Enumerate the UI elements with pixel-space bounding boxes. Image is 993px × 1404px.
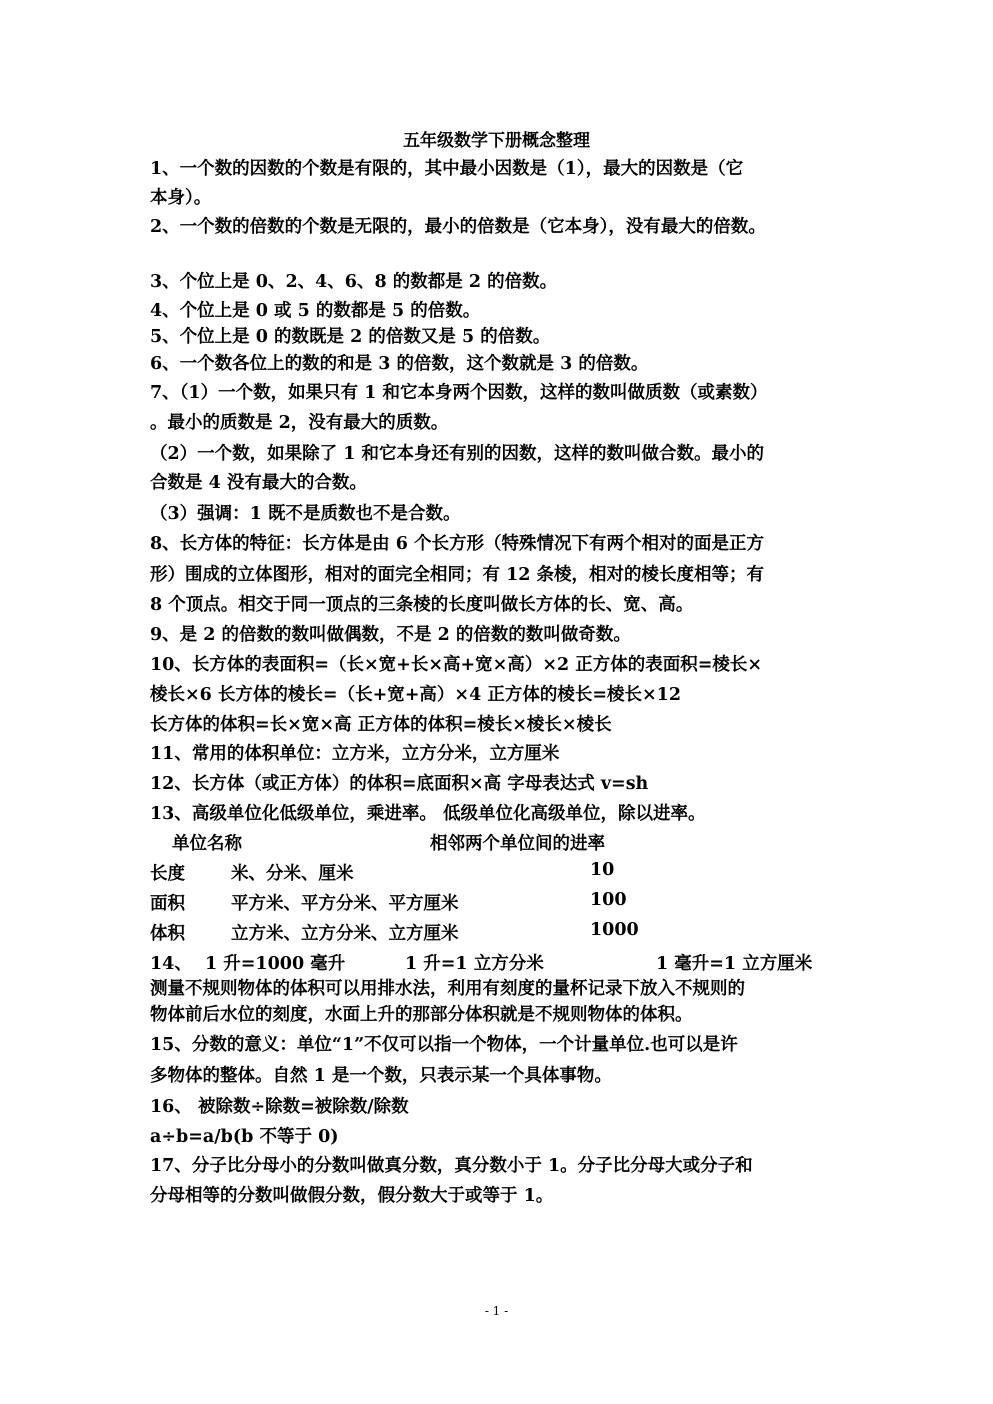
text-line: 。最小的质数是 2，没有最大的质数。 <box>150 413 449 433</box>
table-cell-kind: 长度 <box>150 864 185 884</box>
table-cell-units: 米、分米、厘米 <box>231 864 354 884</box>
text-line: 棱长×6 长方体的棱长=（长+宽+高）×4 正方体的棱长=棱长×12 <box>150 685 682 705</box>
text-line: 17、分子比分母小的分数叫做真分数，真分数小于 1。分子比分母大或分子和 <box>150 1156 753 1176</box>
text-line: 测量不规则物体的体积可以用排水法，利用有刻度的量杯记录下放入不规则的 <box>150 979 745 999</box>
text-line: 8 个顶点。相交于同一顶点的三条棱的长度叫做长方体的长、宽、高。 <box>150 595 694 615</box>
text-line: 10、长方体的表面积=（长×宽+长×高+宽×高）×2 正方体的表面积=棱长× <box>150 655 763 675</box>
text-line: 13、高级单位化低级单位，乘进率。 低级单位化高级单位，除以进率。 <box>150 804 706 824</box>
text-line: 5、个位上是 0 的数既是 2 的倍数又是 5 的倍数。 <box>150 327 551 347</box>
text-line: 3、个位上是 0、2、4、6、8 的数都是 2 的倍数。 <box>150 272 558 292</box>
text-line: 7、（1）一个数，如果只有 1 和它本身两个因数，这样的数叫做质数（或素数） <box>150 383 768 403</box>
text-line: 2、一个数的倍数的个数是无限的，最小的倍数是（它本身），没有最大的倍数。 <box>150 217 766 237</box>
text-line: 本身）。 <box>150 188 212 208</box>
table-cell-units: 平方米、平方分米、平方厘米 <box>231 894 459 914</box>
item14-conversion-b: 1 升=1 立方分米 <box>405 954 544 974</box>
text-line: 物体前后水位的刻度，水面上升的那部分体积就是不规则物体的体积。 <box>150 1005 693 1025</box>
page-number: - 1 - <box>484 1304 509 1318</box>
table-cell-rate: 10 <box>590 860 615 880</box>
text-line: 8、长方体的特征：长方体是由 6 个长方形（特殊情况下有两个相对的面是正方 <box>150 534 765 554</box>
text-line: 16、 被除数÷除数=被除数/除数 <box>150 1097 409 1117</box>
item14-conversion-a: 1 升=1000 毫升 <box>205 954 346 974</box>
text-line: 1、一个数的因数的个数是有限的，其中最小因数是（1），最大的因数是（它 <box>150 159 744 179</box>
table-header-name: 单位名称 <box>172 834 242 854</box>
text-line: 9、是 2 的倍数的数叫做偶数，不是 2 的倍数的数叫做奇数。 <box>150 625 631 645</box>
text-line: （3）强调：1 既不是质数也不是合数。 <box>150 504 461 524</box>
page-title: 五年级数学下册概念整理 <box>403 131 590 151</box>
table-cell-rate: 100 <box>590 890 627 910</box>
table-cell-kind: 体积 <box>150 924 185 944</box>
text-line: 4、个位上是 0 或 5 的数都是 5 的倍数。 <box>150 301 481 321</box>
text-line: 12、长方体（或正方体）的体积=底面积×高 字母表达式 v=sh <box>150 774 649 794</box>
text-line: 6、一个数各位上的数的和是 3 的倍数，这个数就是 3 的倍数。 <box>150 354 649 374</box>
table-cell-kind: 面积 <box>150 894 185 914</box>
table-header-rate: 相邻两个单位间的进率 <box>430 834 605 854</box>
text-line: 合数是 4 没有最大的合数。 <box>150 473 367 493</box>
text-line: 分母相等的分数叫做假分数，假分数大于或等于 1。 <box>150 1186 554 1206</box>
text-line: 形）围成的立体图形，相对的面完全相同；有 12 条棱，相对的棱长度相等；有 <box>150 565 765 585</box>
text-line: （2）一个数，如果除了 1 和它本身还有别的因数，这样的数叫做合数。最小的 <box>150 444 765 464</box>
table-cell-rate: 1000 <box>590 920 639 940</box>
item14-number: 14、 <box>150 954 192 974</box>
text-line: 长方体的体积=长×宽×高 正方体的体积=棱长×棱长×棱长 <box>150 715 612 735</box>
table-cell-units: 立方米、立方分米、立方厘米 <box>231 924 459 944</box>
text-line: 11、常用的体积单位：立方米，立方分米，立方厘米 <box>150 744 560 764</box>
item14-conversion-c: 1 毫升=1 立方厘米 <box>656 954 813 974</box>
text-line: 15、分数的意义：单位“1”不仅可以指一个物体，一个计量单位.也可以是许 <box>150 1035 738 1055</box>
text-line: a÷b=a/b(b 不等于 0) <box>150 1127 339 1147</box>
text-line: 多物体的整体。自然 1 是一个数，只表示某一个具体事物。 <box>150 1066 612 1086</box>
